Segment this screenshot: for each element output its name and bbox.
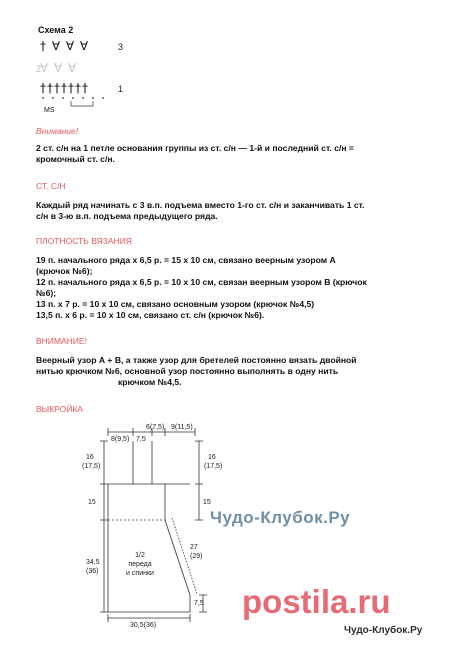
dim-right-29: (29): [190, 553, 203, 560]
chart-row-3-number: 3: [118, 42, 124, 52]
dim-left-16b: (17,5): [82, 463, 101, 470]
density-line: 12 п. начального ряда х 6,5 р. = 10 х 10 см, связан веерным узором В (крючок: [36, 277, 367, 287]
attention-line: кромочный ст. с/н.: [36, 154, 115, 164]
chart-row-3-symbols: † ∀ ∀ ∀: [40, 39, 90, 53]
chart-row-2-symbols: ∀ ∀ ∀: [40, 61, 78, 75]
pattern-label-line: и спинки: [126, 570, 154, 577]
attention2-line: Веерный узор А + В, а также узор для бретелей постоянно вязать двойной: [36, 355, 357, 365]
watermark-klubok-small: Чудо-Клубок.Ру: [344, 625, 423, 636]
density-line: (крючок №6);: [36, 266, 93, 276]
watermark-klubok: Чудо-Клубок.Ру: [210, 508, 351, 527]
density-line: 13,5 п. х 6 р. = 10 х 10 см, связано ст. с/н (крючок №6).: [36, 310, 265, 320]
attention-heading: Внимание!: [36, 126, 79, 136]
dim-right-75: 7,5: [194, 600, 204, 607]
dim-left-15: 15: [88, 499, 96, 506]
dim-top-left: 8(9,5): [111, 436, 130, 443]
dim-right-27: 27: [190, 544, 198, 551]
dim-left-36: (36): [86, 568, 99, 575]
attention2-line: нитью крючком №6, основной узор постоянно выполнять в одну нить: [36, 366, 339, 376]
attention2-line: крючком №4,5.: [118, 377, 182, 387]
dim-right-16: 16: [208, 454, 216, 461]
attention2-heading: ВНИМАНИЕ!: [36, 336, 87, 346]
density-line: 19 п. начального ряда х 6,5 р. = 15 х 10 см, связано веерным узором А: [36, 255, 336, 265]
watermark-postila: postila.ru: [242, 583, 391, 620]
st-line: с/н в 3-ю в.п. подъема предыдущего ряда.: [36, 211, 218, 221]
dim-top-b: 9(11,5): [171, 424, 193, 431]
pattern-label-line: 1/2: [135, 552, 145, 559]
dim-left-16: 16: [86, 454, 94, 461]
st-line: Каждый ряд начинать с 3 в.п. подъема вместо 1-го ст. с/н и заканчивать 1 ст.: [36, 200, 365, 210]
pattern-label: [120, 551, 160, 578]
dim-right-15: 15: [203, 499, 211, 506]
dim-right-16b: (17,5): [204, 463, 223, 470]
st-heading: СТ. С/Н: [36, 181, 66, 191]
dim-top-mid: 7,5: [136, 436, 146, 443]
density-line: №6);: [36, 288, 57, 298]
dim-bottom: 30,5(36): [130, 622, 157, 629]
chart-row-1-number: 1: [118, 84, 124, 94]
dim-left-345: 34,5: [86, 559, 100, 566]
chart-repeat-label: МS: [44, 107, 55, 114]
scheme-title: Схема 2: [38, 25, 74, 35]
pattern-label-line: переда: [128, 561, 152, 568]
pattern-heading: ВЫКРОЙКА: [36, 404, 83, 414]
dim-top-a: 6(7,5): [146, 424, 165, 431]
density-line: 13 п. х 7 р. = 10 х 10 см, связано основным узором (крючок №4,5): [36, 299, 315, 309]
chart-row-2-number: 2: [36, 64, 42, 74]
attention-line: 2 ст. с/н на 1 петле основания группы из ст. с/н — 1-й и последний ст. с/н =: [36, 143, 354, 153]
density-heading: ПЛОТНОСТЬ ВЯЗАНИЯ: [36, 236, 132, 246]
chart-row-1-symbols: †††††††: [40, 81, 89, 95]
